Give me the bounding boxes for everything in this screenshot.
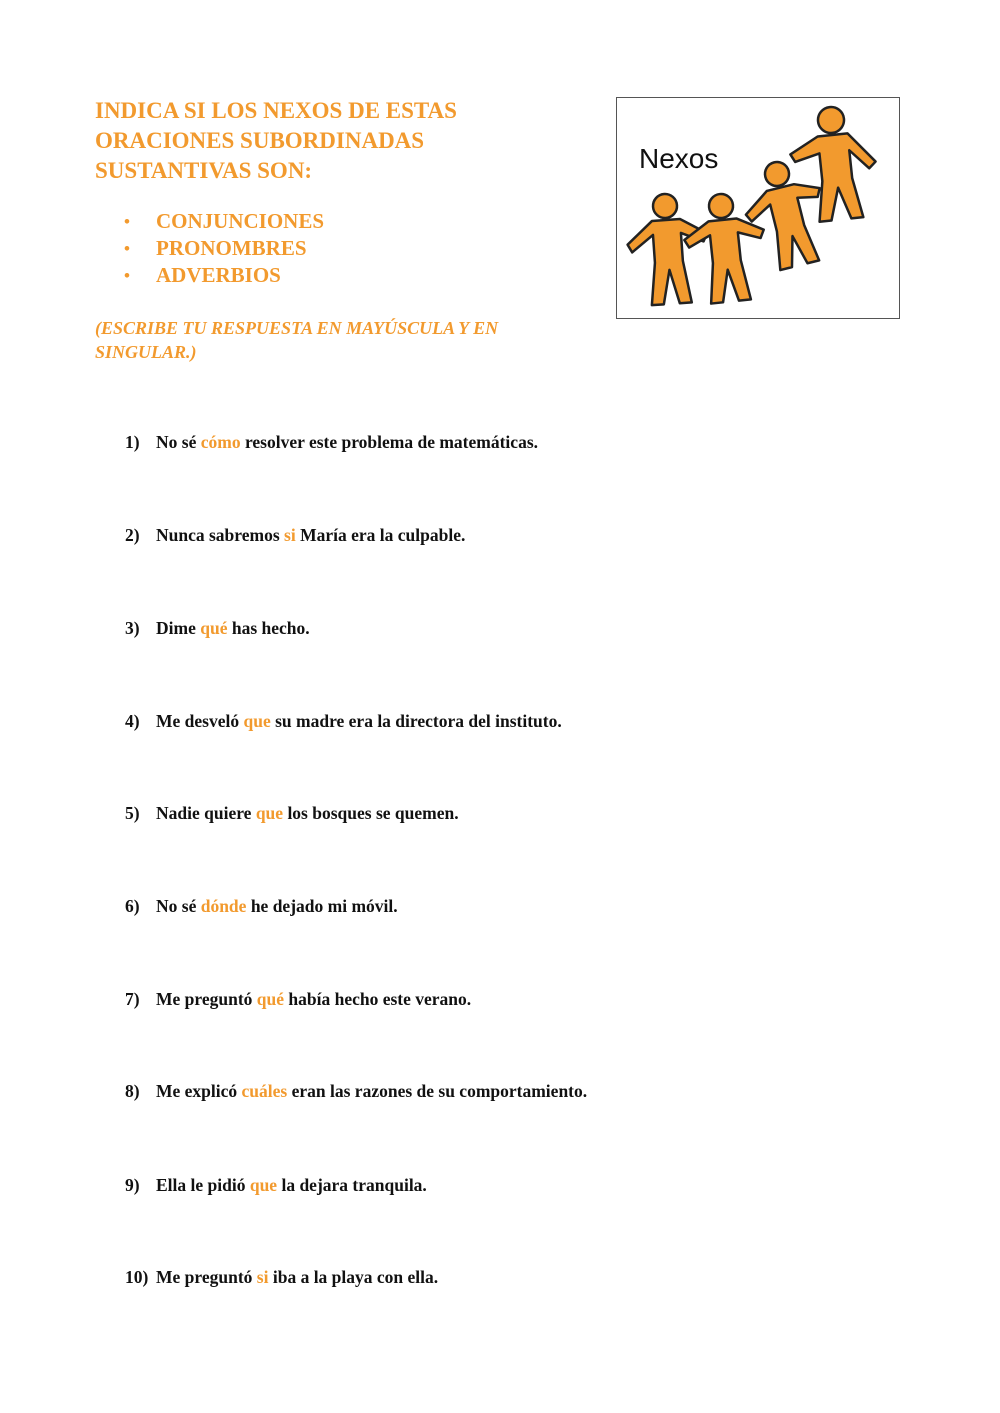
list-item	[125, 1175, 427, 1196]
nexo-word: cuáles	[241, 1081, 288, 1101]
sentence-text: No sé	[156, 896, 201, 916]
item-number: 3)	[125, 618, 140, 638]
nexo-word: si	[256, 1267, 269, 1287]
sentence-text: Dime	[156, 618, 201, 638]
list-item	[125, 896, 398, 917]
sentence-text: la dejara tranquila.	[277, 1175, 427, 1195]
sentence-text: has hecho.	[227, 618, 310, 638]
nexo-word: dónde	[200, 896, 247, 916]
sentence-text: iba a la playa con ella.	[268, 1267, 439, 1287]
option-label: CONJUNCIONES	[156, 209, 325, 233]
sentence-text: Me explicó	[156, 1081, 242, 1101]
sentence-text: María era la culpable.	[295, 525, 466, 545]
list-item	[125, 803, 459, 824]
item-number: 7)	[125, 989, 140, 1009]
option-label: ADVERBIOS	[156, 263, 281, 287]
instruction-text: (ESCRIBE TU RESPUESTA EN MAYÚSCULA Y EN SINGULAR.)	[95, 318, 499, 362]
sentence-text: Me preguntó	[156, 1267, 257, 1287]
list-item	[125, 711, 562, 732]
item-number: 4)	[125, 711, 140, 731]
list-item	[125, 432, 538, 453]
item-number: 5)	[125, 803, 140, 823]
list-item	[125, 1081, 587, 1102]
paper-people-icon	[617, 98, 899, 318]
sentence-text: No sé	[156, 432, 201, 452]
sentence-text: he dejado mi móvil.	[246, 896, 398, 916]
item-number: 1)	[125, 432, 140, 452]
nexo-word: qué	[256, 989, 285, 1009]
nexo-word: qué	[200, 618, 228, 638]
list-item	[124, 262, 324, 289]
page-title: INDICA SI LOS NEXOS DE ESTAS ORACIONES SUBORDINADAS SUSTANTIVAS SON:	[95, 98, 457, 183]
item-number: 2)	[125, 525, 140, 545]
nexo-word: si	[284, 525, 296, 545]
bullet-icon: •	[124, 212, 130, 231]
nexo-word: que	[243, 711, 271, 731]
sentence-text: Me desveló	[156, 711, 244, 731]
sentence-text: los bosques se quemen.	[283, 803, 459, 823]
sentence-text: su madre era la directora del instituto.	[270, 711, 562, 731]
bullet-icon: •	[124, 239, 130, 258]
nexo-type-list	[124, 208, 324, 289]
list-item	[125, 618, 310, 639]
nexo-word: cómo	[200, 432, 241, 452]
sentence-text: Me preguntó	[156, 989, 257, 1009]
sentence-text: resolver este problema de matemáticas.	[240, 432, 539, 452]
illustration-label: Nexos	[639, 143, 719, 174]
nexo-word: que	[255, 803, 284, 823]
bullet-icon: •	[124, 266, 130, 285]
item-number: 6)	[125, 896, 140, 916]
sentence-text: Nunca sabremos	[156, 525, 285, 545]
list-item	[125, 1267, 438, 1288]
item-number: 8)	[125, 1081, 140, 1101]
list-item	[124, 208, 324, 235]
list-item	[124, 235, 324, 262]
sentence-text: Nadie quiere	[156, 803, 256, 823]
item-number: 10)	[125, 1267, 149, 1287]
list-item	[125, 525, 465, 546]
option-label: PRONOMBRES	[156, 236, 307, 260]
nexo-word: que	[249, 1175, 278, 1195]
list-item	[125, 989, 471, 1010]
item-number: 9)	[125, 1175, 140, 1195]
sentence-text: Ella le pidió	[156, 1175, 250, 1195]
nexos-illustration	[616, 97, 900, 319]
sentence-text: eran las razones de su comportamiento.	[287, 1081, 588, 1101]
sentence-text: había hecho este verano.	[284, 989, 472, 1009]
